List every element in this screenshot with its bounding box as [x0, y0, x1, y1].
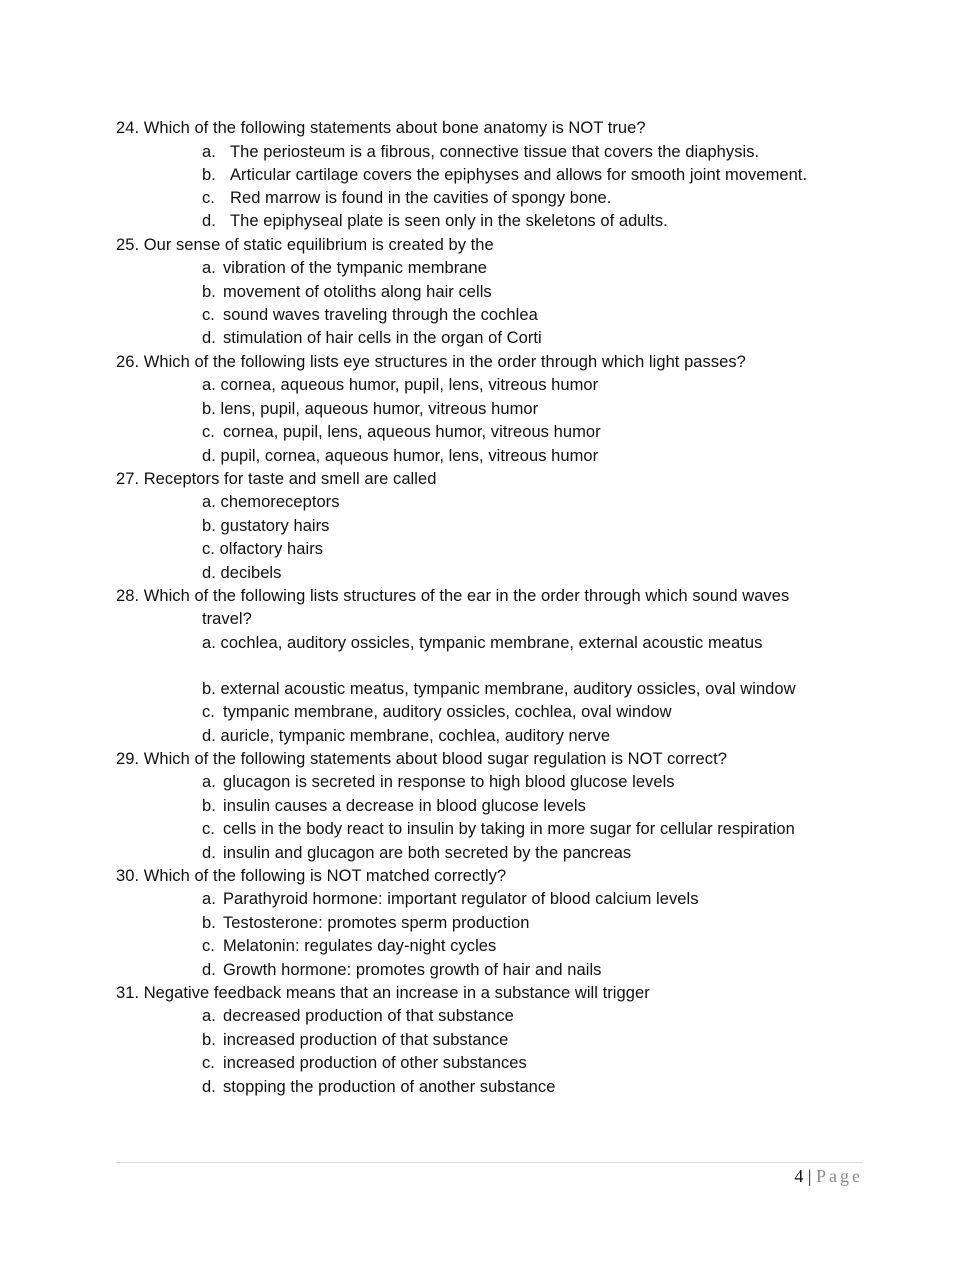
question-28-option-b: b. external acoustic meatus, tympanic membrane, auditory ossicles, oval window [202, 680, 796, 698]
question-25-stem: 25. Our sense of static equilibrium is created by the [116, 236, 494, 254]
question-28-option-a: a. cochlea, auditory ossicles, tympanic membrane, external acoustic meatus [202, 634, 763, 652]
question-27-option-c: c. olfactory hairs [202, 540, 324, 558]
question-30-option-c: c. Melatonin: regulates day-night cycles [202, 937, 497, 955]
question-28-option-c: c. tympanic membrane, auditory ossicles, cochlea, oval window [202, 703, 672, 721]
page-number: 4 [794, 1166, 804, 1186]
question-28-stem: 28. Which of the following lists structures of the ear in the order through which sound waves [116, 587, 790, 605]
question-26-option-a: a. cornea, aqueous humor, pupil, lens, vitreous humor [202, 376, 599, 394]
question-30-stem: 30. Which of the following is NOT matched correctly? [116, 867, 507, 885]
question-25-option-d: d. stimulation of hair cells in the organ of Corti [202, 329, 542, 347]
question-24-option-d: d. The epiphyseal plate is seen only in the skeletons of adults. [202, 212, 668, 230]
question-31-option-b: b. increased production of that substance [202, 1031, 509, 1049]
question-24-option-c: c. Red marrow is found in the cavities of spongy bone. [202, 189, 612, 207]
question-26-option-b: b. lens, pupil, aqueous humor, vitreous humor [202, 400, 539, 418]
page-label: Page [816, 1166, 863, 1186]
footer-separator: | [807, 1166, 812, 1186]
question-30-option-a: a. Parathyroid hormone: important regulator of blood calcium levels [202, 890, 699, 908]
question-29-stem: 29. Which of the following statements about blood sugar regulation is NOT correct? [116, 750, 727, 768]
question-26-option-d: d. pupil, cornea, aqueous humor, lens, vitreous humor [202, 447, 599, 465]
question-25-option-c: c. sound waves traveling through the cochlea [202, 306, 538, 324]
question-26-stem: 26. Which of the following lists eye structures in the order through which light passes? [116, 353, 746, 371]
question-30-option-b: b. Testosterone: promotes sperm production [202, 914, 530, 932]
question-25-option-b: b. movement of otoliths along hair cells [202, 283, 492, 301]
question-31-option-c: c. increased production of other substances [202, 1054, 527, 1072]
question-24-option-b: b. Articular cartilage covers the epiphyses and allows for smooth joint movement. [202, 166, 808, 184]
footer-divider [116, 1162, 863, 1163]
question-24-stem: 24. Which of the following statements about bone anatomy is NOT true? [116, 119, 646, 137]
question-31-stem: 31. Negative feedback means that an increase in a substance will trigger [116, 984, 650, 1002]
page-footer [794, 1165, 863, 1187]
question-26-option-c: c. cornea, pupil, lens, aqueous humor, vitreous humor [202, 423, 601, 441]
question-31-option-a: a. decreased production of that substance [202, 1007, 514, 1025]
question-27-stem: 27. Receptors for taste and smell are called [116, 470, 437, 488]
question-29-option-a: a. glucagon is secreted in response to high blood glucose levels [202, 773, 675, 791]
question-29-option-c: c. cells in the body react to insulin by taking in more sugar for cellular respiration [202, 820, 795, 838]
question-24-option-a: a. The periosteum is a fibrous, connective tissue that covers the diaphysis. [202, 143, 760, 161]
question-28-stem-continued: travel? [202, 610, 252, 628]
question-28-option-d: d. auricle, tympanic membrane, cochlea, auditory nerve [202, 727, 611, 745]
question-27-option-a: a. chemoreceptors [202, 493, 340, 511]
question-27-option-b: b. gustatory hairs [202, 517, 330, 535]
question-29-option-d: d. insulin and glucagon are both secreted by the pancreas [202, 844, 632, 862]
question-25-option-a: a. vibration of the tympanic membrane [202, 259, 487, 277]
question-30-option-d: d. Growth hormone: promotes growth of hair and nails [202, 961, 602, 979]
question-27-option-d: d. decibels [202, 564, 282, 582]
question-29-option-b: b. insulin causes a decrease in blood glucose levels [202, 797, 586, 815]
question-31-option-d: d. stopping the production of another substance [202, 1078, 556, 1096]
